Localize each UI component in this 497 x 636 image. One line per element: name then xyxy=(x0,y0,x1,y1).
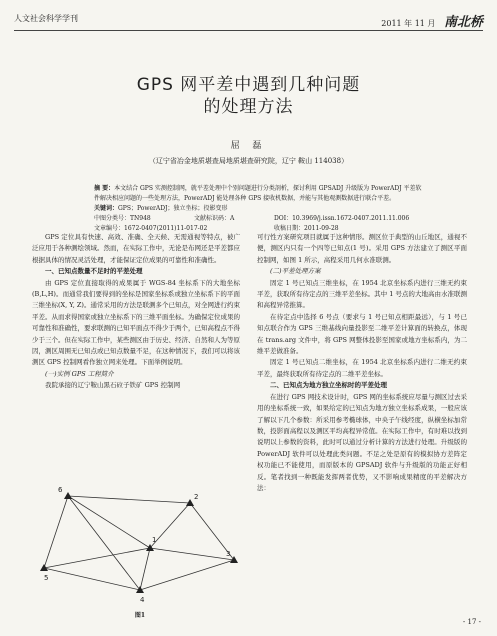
received-date: 收稿日期：2011-09-28 xyxy=(274,225,339,232)
point-label-4: 4 xyxy=(140,596,145,604)
left-column xyxy=(32,232,240,392)
subsection-heading: (二)平差处理方案 xyxy=(270,267,321,276)
paragraph: 由 GPS 定位直接取得的成果属于 WGS-84 坐标系下的大地坐标(B,L,H)。而通常我们要得到的坐标是国家坐标系或独立坐标系下的平面三维坐标(X, Y, Z)。通常采用的方法是联测多个已知点，对全网进行约束平差。从而求得国家或独立坐标系下的三维平面坐标。为确保定位成果的可靠性和准确性，要求联测的已知平面点不得少于两个，已知高程点不得少于三个。但在实际工作中，某些测区由于历史、经济、自然和人为等原因，测区周围无已知点或已知点数量不足，在这种情况下，我们可以将该测区 GPS 控制网看作独立网来处理。下面举例说明。 xyxy=(32,278,240,367)
paragraph: 在进行 GPS 网技术设计时，GPS 网的坐标系统应尽量与测区过去采用的坐标系统一致，如果给定的已知点为地方独立坐标系成果，一般应该了解以下几个参数：所采用参考椭球体，中央子午线经度，纵横坐标加常数，投影面高程以及测区平均高程异常值。在实际工作中，有时难以找到说明以上参数的资料，此时可以通过分析计算的方法进行处理。升级版的 PowerADJ 软件可以处理此类问题。不足之处是原有的模拟协方差阵定权功能已不能使用，而原版本的 GPSADJ 软件与升级版的功能正好相反。笔者找到一种既能发挥两者优势，又不影响成果精度的平差解决方法： xyxy=(257,392,467,492)
baseline xyxy=(140,560,234,590)
baseline xyxy=(68,496,150,548)
paragraph: 固定 1 号已知点二维坐标，在 1954 北京坐标系内进行二维无约束平差，最终获取所有待定点的二维平差坐标。 xyxy=(257,358,467,378)
doc-code: 文献标识码：A xyxy=(194,215,235,222)
paragraph: 我院承接的辽宁鞍山黑石砬子铁矿 GPS 控制网 xyxy=(45,381,181,390)
title-line-1: GPS 网平差中遇到几种问题 xyxy=(136,75,361,95)
page-number: - 17 - xyxy=(462,618,481,626)
figure-caption: 图1 xyxy=(134,612,146,619)
article-id: 文章编号：1672-0407(2011)11-017-02 xyxy=(94,225,208,232)
paragraph: 可行性方案研究项目就属于这种情形。测区位于典型的山丘地区，通视不便，测区内只有一个四等已知点(1 号)。采用 GPS 方法建立了测区平面控制网，如图 1 所示，高程采用几何水准联测。 xyxy=(257,233,467,264)
doi: DOI：10.3969/j.issn.1672-0407.2011.11.006 xyxy=(274,215,410,222)
baseline xyxy=(44,496,68,568)
section-heading: 一、已知点数量不足时的平差处理 xyxy=(45,267,143,276)
abstract-text: 本文结合 GPS 实测控制网，就平差处理中个别问题进行分类剖析，探讨利用 GPSADJ 升级版为 PowerADJ 平差软件解决相应问题的一些处理方法，PowerADJ 能处理各种 GPS 接收机数据，并能与其他观测数据进行联合平差。 xyxy=(94,185,422,202)
issue-date xyxy=(381,11,483,30)
point-label-1: 1 xyxy=(152,536,157,544)
abstract-label: 摘 要： xyxy=(94,185,115,192)
keywords-text: GPS；PowerADJ；独立坐标；投影变形 xyxy=(118,205,228,212)
baseline xyxy=(44,548,150,568)
figure-1 xyxy=(40,478,240,628)
journal-name: 人文社会科学学刊 xyxy=(14,14,78,23)
journal-logo: 南北桥 xyxy=(443,15,483,30)
abstract-block xyxy=(94,184,424,234)
header-rule xyxy=(14,30,483,31)
control-point-marker xyxy=(64,492,72,499)
baseline xyxy=(68,496,190,503)
keywords-label: 关键词： xyxy=(94,205,119,212)
title-line-2: 的处理方法 xyxy=(203,97,294,117)
paragraph: GPS 定位具有快速、高效、准确、全天候、无需通视等特点，被广泛应用于各种测绘领域。然而，在实际工作中，无论是布网还是平差都应根据具体的情况灵活处理，才能保证定位成果的可靠性和准确性。 xyxy=(32,233,240,264)
meta-row-1 xyxy=(94,214,424,224)
page-header xyxy=(14,8,483,38)
gps-network-diagram xyxy=(40,478,240,608)
keywords xyxy=(94,204,424,214)
section-heading: 二、已知点为地方独立坐标时的平差处理 xyxy=(270,381,387,390)
point-label-5: 5 xyxy=(44,574,49,582)
abstract xyxy=(94,184,424,204)
baseline xyxy=(150,548,234,560)
author: 屈 磊 xyxy=(230,141,267,151)
paragraph: 在待定点中选择 6 号点（要求与 1 号已知点相距最远），与 1 号已知点联合作为 GPS 三维基线向量投影至二维平差计算面的转换点，体现在 trans.arg 文件中，将 GPS 网整体投影至国家或地方坐标系内，为二维平差做准备。 xyxy=(257,312,467,356)
subsection-heading: (一)实例 GPS 工程简介 xyxy=(45,369,114,378)
clc-number: 中图分类号：TN948 xyxy=(94,215,151,222)
affiliation: （辽宁省冶金地质堪查局地质堪查研究院，辽宁 鞍山 114038） xyxy=(148,157,349,165)
paragraph: 固定 1 号已知点三维坐标，在 1954 北京坐标系内进行三维无约束平差，获取所有待定点的三维平差坐标。其中 1 号点的大地高由水准联测和高程异常推算。 xyxy=(257,278,467,310)
point-label-6: 6 xyxy=(58,486,63,494)
right-column xyxy=(257,232,467,494)
point-label-3: 3 xyxy=(226,550,231,558)
baseline xyxy=(140,548,150,590)
point-label-2: 2 xyxy=(194,493,199,501)
issue-date-text: 2011 年 11 月 xyxy=(381,19,436,28)
